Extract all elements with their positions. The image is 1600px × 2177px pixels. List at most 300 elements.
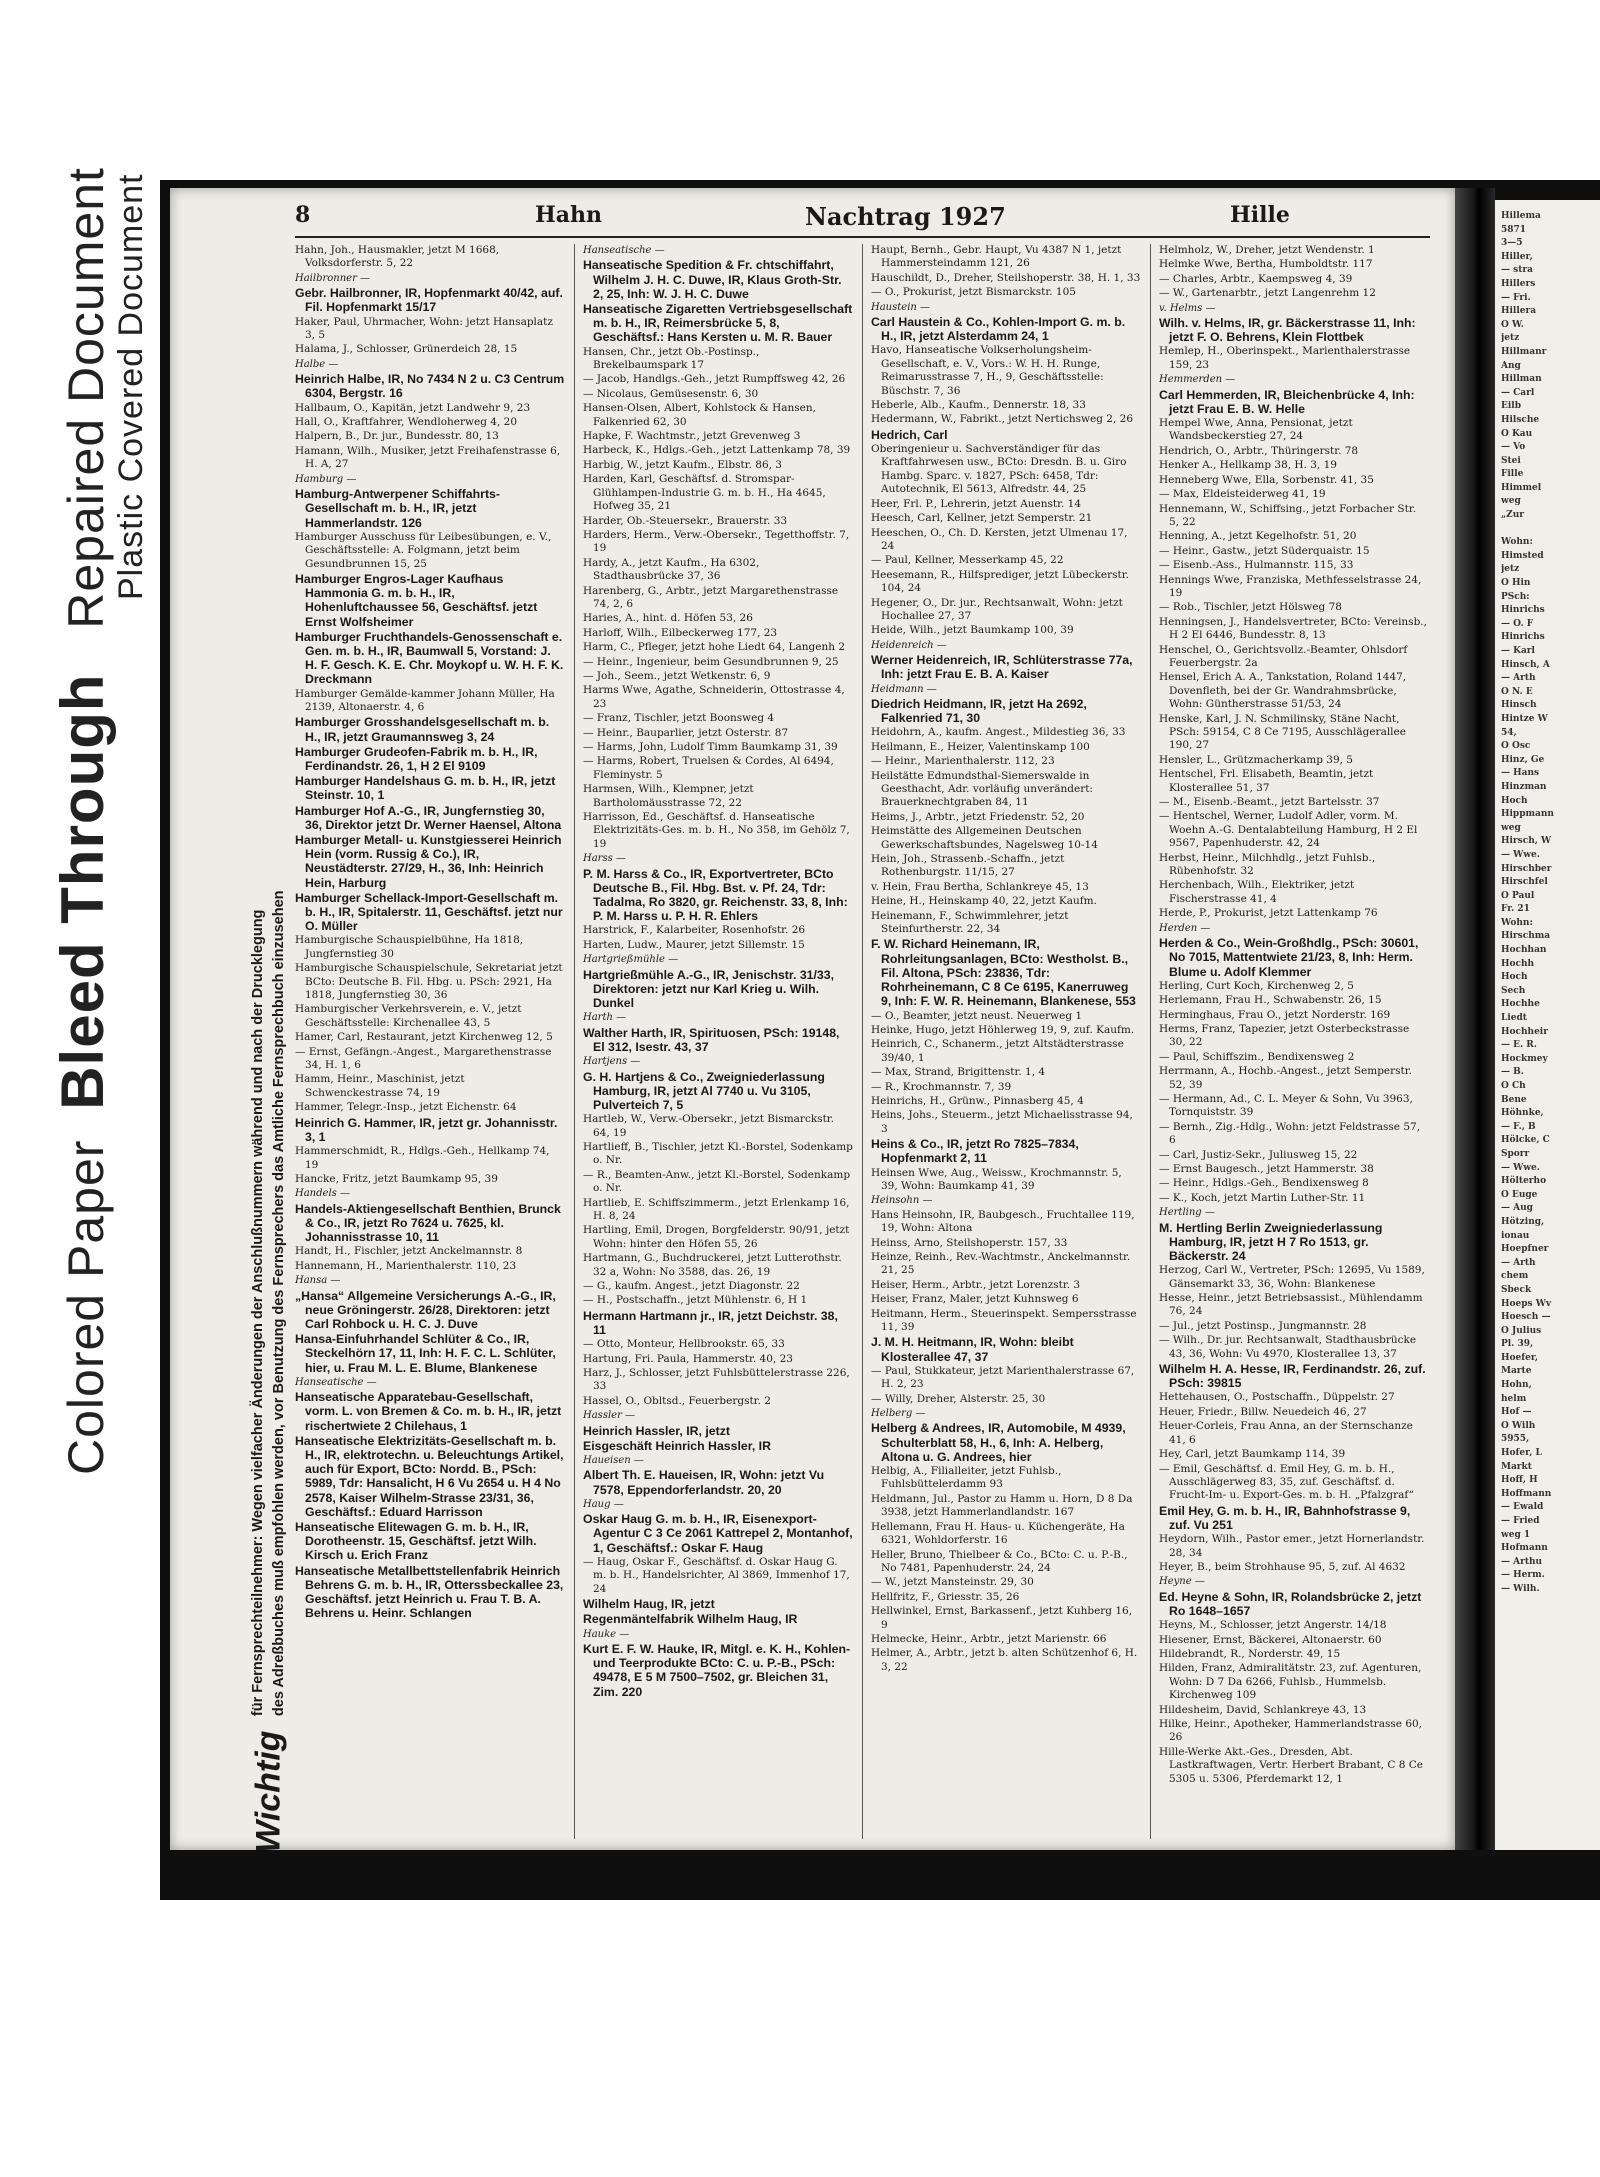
section-heading: Hassler — bbox=[583, 1410, 636, 1422]
notice-line-2: des Adreßbuches muß empfohlen werden, vor Benutzung des Fernsprechers das Amtliche Fernsprechbuch einzusehen bbox=[271, 890, 287, 1717]
firm-entry: Hedrich, Carl bbox=[871, 427, 948, 442]
next-page-fragment: Hoch bbox=[1501, 972, 1528, 983]
next-page-fragment: — Aug bbox=[1501, 1203, 1533, 1214]
next-page-fragment: Hohn, bbox=[1501, 1380, 1532, 1391]
book-gutter bbox=[1455, 188, 1495, 1850]
header-right-keyword: Hille bbox=[1230, 202, 1290, 228]
next-page-fragment: Stei bbox=[1501, 455, 1521, 466]
next-page-fragment: Markt bbox=[1501, 1461, 1532, 1472]
tag-colored-paper: Colored Paper bbox=[58, 1139, 114, 1475]
firm-entry: Heinrich Halbe, IR, No 7434 N 2 u. C3 Centrum 6304, Bergstr. 16 bbox=[295, 372, 565, 401]
tag-bleed-through: Bleed Through bbox=[49, 673, 116, 1110]
next-page-fragment: Hinsch, A bbox=[1501, 659, 1550, 670]
next-page-fragment: weg bbox=[1501, 822, 1521, 833]
directory-entry: Heesemann, R., Hilfsprediger, jetzt Lübeckerstr. 104, 24 bbox=[871, 568, 1129, 595]
directory-entry: — Willy, Dreher, Alsterstr. 25, 30 bbox=[871, 1392, 1046, 1405]
next-page-fragment: Hinrichs bbox=[1501, 632, 1545, 643]
directory-entry: Hellfritz, F., Griesstr. 35, 26 bbox=[871, 1590, 1020, 1603]
directory-entry: — K., Koch, jetzt Martin Luther-Str. 11 bbox=[1159, 1191, 1366, 1204]
directory-entry: Hammer, Telegr.-Insp., jetzt Eichenstr. 64 bbox=[295, 1101, 517, 1114]
directory-entry: Hilke, Heinr., Apotheker, Hammerlandstrasse 60, 26 bbox=[1159, 1718, 1423, 1744]
next-page-fragment: „Zur bbox=[1501, 510, 1525, 521]
directory-entry: — Rob., Tischler, jetzt Hölsweg 78 bbox=[1159, 601, 1342, 614]
next-page-fragment: O Euge bbox=[1501, 1189, 1538, 1200]
directory-entry: Harloff, Wilh., Eilbeckerweg 177, 23 bbox=[583, 626, 778, 639]
directory-entry: Heidohrn, A., kaufm. Angest., Mildestieg 36, 33 bbox=[871, 726, 1126, 739]
next-page-fragment: Ang bbox=[1501, 360, 1521, 371]
directory-entry: Herzog, Carl W., Vertreter, PSch: 12695, Vu 1589, Gänsemarkt 33, 36, Wohn: Blankenese bbox=[1159, 1264, 1425, 1290]
directory-entry: Hennemann, W., Schiffsing., jetzt Forbacher Str. 5, 22 bbox=[1159, 502, 1417, 528]
directory-entry: Hahn, Joh., Hausmakler, jetzt M 1668, Volksdorferstr. 5, 22 bbox=[295, 244, 500, 270]
directory-entry: Heyer, B., beim Strohhause 95, 5, zuf. Al 4632 bbox=[1159, 1560, 1406, 1573]
next-page-fragment: Sech bbox=[1501, 985, 1526, 996]
directory-entry: Hellwinkel, Ernst, Barkassenf., jetzt Kuhberg 16, 9 bbox=[871, 1605, 1133, 1631]
next-page-fragment: Wohn: bbox=[1501, 537, 1533, 548]
next-page-fragment: Hof — bbox=[1501, 1407, 1532, 1418]
next-page-fragment: — Karl bbox=[1501, 646, 1535, 656]
firm-entry: Hansa-Einfuhrhandel Schlüter & Co., IR, Steckelhörn 17, 11, Inh: H. F. C. L. Schlüter, hier, u. Frau M. L. E. Blume, Blankenese bbox=[295, 1332, 556, 1375]
directory-entry: Heuer-Corleis, Frau Anna, an der Sternschanze 41, 6 bbox=[1159, 1420, 1413, 1446]
next-page-fragment: Himmel bbox=[1501, 482, 1542, 493]
section-heading: Heidmann — bbox=[871, 683, 937, 695]
directory-entry: Harenberg, G., Arbtr., jetzt Margarethenstrasse 74, 2, 6 bbox=[583, 584, 839, 610]
next-page-fragment: Hillers bbox=[1501, 278, 1536, 289]
directory-entry: Hensler, L., Grützmacherkamp 39, 5 bbox=[1159, 753, 1353, 766]
page-number: 8 bbox=[295, 202, 311, 228]
next-page-fragment: Hofer, L bbox=[1501, 1448, 1542, 1459]
directory-entry: Helmer, A., Arbtr., jetzt b. alten Schützenhof 6, H. 3, 22 bbox=[871, 1647, 1138, 1673]
directory-entry: Hartmann, G., Buchdruckerei, jetzt Lutterothstr. 32 a, Wohn: No 3588, das. 26, 19 bbox=[583, 1252, 842, 1278]
next-page-fragment: O Wilh bbox=[1501, 1420, 1536, 1431]
firm-entry: Hartgrießmühle A.-G., IR, Jenischstr. 31/33, Direktoren: jetzt nur Karl Krieg u. Wilh. Dunkel bbox=[583, 967, 835, 1011]
directory-entry: — R., Beamten-Anw., jetzt Kl.-Borstel, Sodenkamp o. Nr. bbox=[583, 1168, 851, 1195]
next-page-fragment: helm bbox=[1501, 1393, 1527, 1404]
directory-entry: Hiesener, Ernst, Bäckerei, Altonaerstr. 60 bbox=[1159, 1633, 1382, 1646]
directory-entry: Harden, Karl, Geschäftsf. d. Stromspar-Glühlampen-Industrie G. m. b. H., Ha 4645, Hofweg 35, 21 bbox=[583, 473, 826, 513]
next-page-fragment: weg bbox=[1501, 496, 1521, 507]
section-heading: Hanseatische — bbox=[295, 1376, 377, 1388]
header-rule bbox=[295, 236, 1430, 238]
notice-text bbox=[248, 890, 290, 1716]
next-page-fragment: Hoff, H bbox=[1501, 1475, 1538, 1486]
directory-entry: Heberle, Alb., Kaufm., Dennerstr. 18, 33 bbox=[871, 399, 1086, 412]
directory-entry: — Nicolaus, Gemüsesenstr. 6, 30 bbox=[583, 387, 759, 400]
firm-entry: Hanseatische Spedition & Fr. chtschiffahrt, Wilhelm J. H. C. Duwe, IR, Klaus Groth-Str. 2, 25, Inh: W. J. H. C. Duwe bbox=[583, 258, 842, 301]
firm-entry: Werner Heidenreich, IR, Schlüterstrasse 77a, Inh: jetzt Frau E. B. A. Kaiser bbox=[871, 653, 1133, 682]
directory-entry: Henning, A., jetzt Kegelhofstr. 51, 20 bbox=[1159, 530, 1357, 543]
next-page-fragment bbox=[1501, 523, 1596, 537]
firm-entry: Ed. Heyne & Sohn, IR, Rolandsbrücke 2, jetzt Ro 1648–1657 bbox=[1159, 1589, 1422, 1618]
header-left-keyword: Hahn bbox=[535, 202, 603, 228]
directory-entry: Hassel, O., Obltsd., Feuerbergstr. 2 bbox=[583, 1394, 771, 1407]
directory-entry: Heller, Bruno, Thielbeer & Co., BCto: C. u. P.-B., No 7481, Papenhuderstr. 24, 24 bbox=[871, 1548, 1128, 1574]
firm-entry: Emil Hey, G. m. b. H., IR, Bahnhofstrasse 9, zuf. Vu 251 bbox=[1159, 1503, 1411, 1532]
next-page-fragment: Hoffmann bbox=[1501, 1488, 1552, 1499]
directory-entry: — Carl, Justiz-Sekr., Juliusweg 15, 22 bbox=[1159, 1148, 1358, 1161]
next-page-fragment: — Hans bbox=[1501, 768, 1540, 779]
directory-entry: Heinze, Reinh., Rev.-Wachtmstr., Anckelmannstr. 21, 25 bbox=[871, 1251, 1131, 1277]
notice-word: Wichtig bbox=[249, 1730, 288, 1853]
section-heading: Hertling — bbox=[1159, 1207, 1215, 1219]
directory-entry: Hartlieb, E. Schiffszimmerm., jetzt Erlenkamp 16, H. 8, 24 bbox=[583, 1196, 850, 1222]
directory-entry: — Ernst, Gefängn.-Angest., Margarethenstrasse 34, H. 1, 6 bbox=[295, 1045, 552, 1072]
next-page-fragment: Hinz, Ge bbox=[1501, 754, 1545, 765]
next-page-fragment: Fille bbox=[1501, 469, 1524, 480]
next-page-fragment: Pl. 39, bbox=[1501, 1339, 1534, 1350]
directory-entry: — Bernh., Zig.-Hdlg., Wohn: jetzt Feldstrasse 57, 6 bbox=[1159, 1120, 1421, 1147]
directory-entry: — Paul, Schiffszim., Bendixensweg 2 bbox=[1159, 1050, 1355, 1063]
firm-entry: M. Hertling Berlin Zweigniederlassung Hamburg, IR, jetzt H 7 Ro 1513, gr. Bäckerstr. 24 bbox=[1159, 1220, 1383, 1264]
section-heading: Hamburg — bbox=[295, 473, 357, 485]
section-heading: Hartgrießmühle — bbox=[583, 954, 679, 966]
next-page-fragment: Hochhe bbox=[1501, 999, 1540, 1010]
directory-entry: Heeschen, O., Ch. D. Kersten, jetzt Ulmenau 17, 24 bbox=[871, 526, 1128, 552]
next-page-fragment: Marte bbox=[1501, 1366, 1532, 1377]
next-page-fragment: O Ch bbox=[1501, 1081, 1526, 1091]
directory-entry: — Harms, Robert, Truelsen & Cordes, Al 6494, Fleminystr. 5 bbox=[583, 755, 834, 781]
next-page-fragment: Hinsch bbox=[1501, 700, 1537, 711]
next-page-fragment: Hillera bbox=[1501, 306, 1537, 317]
directory-entry: Hammerschmidt, R., Hdlgs.-Geh., Hellkamp 74, 19 bbox=[295, 1145, 550, 1171]
directory-entry: Hennings Wwe, Franziska, Methfesselstrasse 24, 19 bbox=[1159, 573, 1422, 599]
directory-entry: Hannemann, H., Marienthalerstr. 110, 23 bbox=[295, 1259, 517, 1272]
next-page-fragment: — Vo bbox=[1501, 442, 1526, 453]
directory-entry: Harbeck, K., Hdlgs.-Geh., jetzt Lattenkamp 78, 39 bbox=[583, 444, 851, 457]
firm-entry: Gebr. Hailbronner, IR, Hopfenmarkt 40/42, auf. Fil. Hopfenmarkt 15/17 bbox=[295, 286, 563, 315]
directory-entry: Hildesheim, David, Schlankreye 43, 13 bbox=[1159, 1703, 1367, 1716]
section-heading: Heinsohn — bbox=[871, 1195, 933, 1207]
firm-entry: Hanseatische Elitewagen G. m. b. H., IR, Dorotheenstr. 15, Geschäftsf. jetzt Wilh. Kirsch u. Erich Franz bbox=[295, 1520, 537, 1563]
section-heading: Haug — bbox=[583, 1498, 624, 1510]
directory-entry: Heinss, Arno, Steilshoperstr. 157, 33 bbox=[871, 1236, 1068, 1249]
next-page-fragment: Fr. 21 bbox=[1501, 904, 1530, 915]
directory-entry: Haries, A., hint. d. Höfen 53, 26 bbox=[583, 612, 753, 625]
next-page-fragment: — Arth bbox=[1501, 673, 1536, 684]
next-page-fragment: — Fried bbox=[1501, 1516, 1540, 1526]
directory-entry: Harmsen, Wilh., Klempner, jetzt Bartholomäusstrasse 72, 22 bbox=[583, 783, 754, 809]
firm-entry: Hamburger Hof A.-G., IR, Jungfernstieg 30, 36, Direktor jetzt Dr. Werner Haensel, Altona bbox=[295, 803, 562, 832]
next-page-fragment: chem bbox=[1501, 1271, 1529, 1282]
directory-entry: Halpern, B., Dr. jur., Bundesstr. 80, 13 bbox=[295, 430, 499, 443]
directory-entry: Heimstätte des Allgemeinen Deutschen Gewerkschaftsbundes, Nagelsweg 10-14 bbox=[871, 825, 1098, 851]
directory-entry: Heinemann, F., Schwimmlehrer, jetzt Steinfurtherstr. 22, 34 bbox=[871, 909, 1069, 936]
directory-entry: Heiser, Herm., Arbtr., jetzt Lorenzstr. 3 bbox=[871, 1278, 1081, 1291]
directory-entry: Hemlep, H., Oberinspekt., Marienthalerstrasse 159, 23 bbox=[1159, 345, 1411, 371]
directory-entry: — Heinr., Ingenieur, beim Gesundbrunnen 9, 25 bbox=[583, 655, 839, 668]
column-2 bbox=[583, 244, 853, 1839]
column-divider bbox=[862, 244, 863, 1839]
firm-entry: J. M. H. Heitmann, IR, Wohn: bleibt Klosterallee 47, 37 bbox=[871, 1335, 1074, 1364]
firm-entry: Oskar Haug G. m. b. H., IR, Eisenexport-Agentur C 3 Ce 2061 Kattrepel 2, Montanhof, 1, Geschäftsf.: Oskar F. Haug bbox=[583, 1512, 853, 1555]
firm-entry: Herden & Co., Wein-Großhdlg., PSch: 30601, No 7015, Mattentwiete 21/23, 8, Inh: Herm. Blume u. Adolf Klemmer bbox=[1159, 936, 1419, 979]
directory-entry: Hamm, Heinr., Maschinist, jetzt Schwenckestrasse 74, 19 bbox=[295, 1073, 465, 1099]
directory-entry: Harm, C., Pfleger, jetzt hohe Liedt 64, Langenh 2 bbox=[583, 641, 846, 654]
directory-entry: Haupt, Bernh., Gebr. Haupt, Vu 4387 N 1, jetzt Hammersteindamm 121, 26 bbox=[871, 244, 1122, 270]
tag-colored-paper-bleed-through bbox=[48, 167, 117, 1475]
next-page-fragment: Hoch bbox=[1501, 795, 1528, 806]
directory-entry: — Jacob, Handlgs.-Geh., jetzt Rumpffsweg 42, 26 bbox=[583, 373, 846, 386]
directory-entry: Hall, O., Kraftfahrer, Wendloherweg 4, 20 bbox=[295, 416, 518, 429]
directory-entry: — Eisenb.-Ass., Hulmannstr. 115, 33 bbox=[1159, 559, 1354, 572]
directory-entry: Hartling, Emil, Drogen, Borgfelderstr. 90/91, jetzt Wohn: hinter den Höfen 55, 26 bbox=[583, 1224, 850, 1250]
directory-columns bbox=[295, 244, 1430, 1839]
next-page-fragment: jetz bbox=[1501, 564, 1520, 575]
directory-entry: — Emil, Geschäftsf. d. Emil Hey, G. m. b. H., Ausschlägerweg 83, 35, zuf. Geschäftsf. d. Frucht-Im- u. Export-Ges. m. b. H. „Pfalzgraf“ bbox=[1159, 1462, 1414, 1502]
directory-entry: Herms, Franz, Tapezier, jetzt Osterbeckstrasse 30, 22 bbox=[1159, 1022, 1410, 1049]
directory-entry: Heinrichs, H., Grünw., Pinnasberg 45, 4 bbox=[871, 1094, 1084, 1107]
directory-entry: Heims, J., Arbtr., jetzt Friedenstr. 52, 20 bbox=[871, 810, 1085, 823]
directory-entry: — Haug, Oskar F., Geschäftsf. d. Oskar Haug G. m. b. H., Handelsrichter, Al 3869, Immenhof 17, 24 bbox=[583, 1555, 850, 1595]
next-page-fragment: — Wwe. bbox=[1501, 849, 1540, 860]
next-page-fragment: — stra bbox=[1501, 265, 1533, 276]
directory-entry: Heilmann, E., Heizer, Valentinskamp 100 bbox=[871, 740, 1090, 753]
next-page-fragment: — Carl bbox=[1501, 387, 1535, 398]
directory-entry: Herbst, Heinr., Milchhdlg., jetzt Fuhlsb., Rübenhofstr. 32 bbox=[1159, 851, 1376, 878]
directory-entry: Haker, Paul, Uhrmacher, Wohn: jetzt Hansaplatz 3, 5 bbox=[295, 315, 553, 342]
firm-entry: „Hansa“ Allgemeine Versicherungs A.-G., IR, neue Gröningerstr. 26/28, Direktoren: jetzt Carl Rohbock u. H. C. J. Duve bbox=[295, 1288, 556, 1331]
directory-entry: — Heinr., Hdlgs.-Geh., Bendixensweg 8 bbox=[1159, 1177, 1369, 1190]
directory-entry: Harten, Ludw., Maurer, jetzt Sillemstr. 15 bbox=[583, 938, 805, 951]
column-3 bbox=[871, 244, 1141, 1839]
column-4 bbox=[1159, 244, 1429, 1839]
directory-entry: — O., Beamter, jetzt neust. Neuerweg 1 bbox=[871, 1009, 1083, 1022]
firm-entry: Hamburger Engros-Lager Kaufhaus Hammonia G. m. b. H., IR, Hohenluftchaussee 56, Geschäftsf. jetzt Ernst Wolfsheimer bbox=[295, 571, 538, 629]
directory-entry: Hamburgische Schauspielschule, Sekretariat jetzt BCto: Deutsche B. Fil. Hbg. u. PSch: 2921, Ha 1818, Jungfernstieg 30, 36 bbox=[295, 962, 563, 1002]
directory-entry: Henker A., Hellkamp 38, H. 3, 19 bbox=[1159, 459, 1337, 472]
directory-entry: Harms Wwe, Agathe, Schneiderin, Ottostrasse 4, 23 bbox=[583, 684, 845, 710]
next-page-fragment: weg 1 bbox=[1501, 1529, 1531, 1540]
directory-entry: Hamburger Gemälde-kammer Johann Müller, Ha 2139, Altonaerstr. 4, 6 bbox=[295, 687, 555, 713]
directory-entry: — Paul, Kellner, Messerkamp 45, 22 bbox=[871, 554, 1064, 567]
next-page-fragment: Hillema bbox=[1501, 211, 1541, 221]
directory-entry: — Heinr., Marienthalerstr. 112, 23 bbox=[871, 755, 1055, 768]
directory-entry: Herde, P., Prokurist, jetzt Lattenkamp 76 bbox=[1159, 907, 1378, 920]
directory-entry: Hey, Carl, jetzt Baumkamp 114, 39 bbox=[1159, 1448, 1346, 1461]
section-heading: Herden — bbox=[1159, 922, 1211, 934]
firm-entry: Hamburger Fruchthandels-Genossenschaft e. Gen. m. b. H., IR, Baumwall 5, Vorstand: J. H. F. Gesch. K. E. Chr. Moykopf u. W. H. F. K. Dreckmann bbox=[295, 629, 564, 687]
directory-entry: Hansen, Chr., jetzt Ob.-Postinsp., Brekelbaumspark 17 bbox=[583, 345, 760, 372]
notice-line-1: für Fernsprechteilnehmer: Wegen vielfacher Änderungen der Anschlußnummern während und nach der Drucklegung bbox=[250, 909, 266, 1717]
document-tags bbox=[0, 0, 150, 2177]
next-page-fragment: O N. E bbox=[1501, 686, 1533, 697]
next-page-fragment: Hochheir bbox=[1501, 1026, 1548, 1037]
firm-entry: Wilhelm H. A. Hesse, IR, Ferdinandstr. 26, zuf. PSch: 39815 bbox=[1159, 1362, 1426, 1391]
directory-entry: — O., Prokurist, jetzt Bismarckstr. 105 bbox=[871, 286, 1076, 299]
directory-entry: Hansen-Olsen, Albert, Kohlstock & Hansen, Falkenried 62, 30 bbox=[583, 402, 816, 428]
directory-entry: Harrisson, Ed., Geschäftsf. d. Hanseatische Elektrizitäts-Ges. m. b. H., No 358, im Gehölz 7, 19 bbox=[583, 811, 850, 850]
directory-entry: Hans Heinsohn, IR, Baubgesch., Fruchtallee 119, 19, Wohn: Altona bbox=[871, 1208, 1135, 1235]
firm-entry: Albert Th. E. Haueisen, IR, Wohn: jetzt Vu 7578, Eppendorferlandstr. 20, 20 bbox=[583, 1468, 825, 1497]
next-page-fragment: — Wilh. bbox=[1501, 1583, 1540, 1594]
section-heading: Hansa — bbox=[295, 1275, 341, 1287]
header-title: Nachtrag 1927 bbox=[805, 202, 1006, 231]
firm-entry: Eisgeschäft Heinrich Hassler, IR bbox=[583, 1438, 771, 1453]
firm-entry: Heinrich Hassler, IR, jetzt bbox=[583, 1423, 730, 1438]
directory-entry: Hendrich, O., Arbtr., Thüringerstr. 78 bbox=[1159, 444, 1359, 457]
directory-entry: Hesse, Heinr., jetzt Betriebsassist., Mühlendamm 76, 24 bbox=[1159, 1292, 1423, 1318]
firm-entry: Hanseatische Elektrizitäts-Gesellschaft m. b. H., IR, elektrotechn. u. Beleuchtungs Artikel, auch für Export, BCto: Nordd. B., PSch: 5989, Tdr: Hansalicht, H 6 Vu 2654 u. H 4 No 2578, Kaiser Wilhelm-Strasse 23/31, 36, Geschäftsf.: Eduard Harrisson bbox=[295, 1433, 564, 1519]
directory-entry: Heilstätte Edmundsthal-Siemerswalde in Geesthacht, Adr. vorläufig unverändert: Brauerknechtgraben 84, 11 bbox=[871, 769, 1093, 809]
firm-entry: Hamburger Grudeofen-Fabrik m. b. H., IR, Ferdinandstr. 26, 1, H 2 El 9109 bbox=[295, 744, 538, 773]
tag-plastic-covered: Plastic Covered Document bbox=[112, 173, 150, 600]
next-page-fragment: — Ewald bbox=[1501, 1502, 1544, 1513]
directory-entry: Heyns, M., Schlosser, jetzt Angerstr. 14/18 bbox=[1159, 1619, 1387, 1632]
next-page-fragment: Eilb bbox=[1501, 401, 1521, 412]
directory-entry: — W., Gartenarbtr., jetzt Langenrehm 12 bbox=[1159, 287, 1376, 300]
directory-entry: — Wilh., Dr. jur. Rechtsanwalt, Stadthausbrücke 43, 36, Wohn: Vu 4970, Klosterallee 13, 37 bbox=[1159, 1334, 1417, 1360]
directory-entry: Herchenbach, Wilh., Elektriker, jetzt Fischerstrasse 41, 4 bbox=[1159, 879, 1355, 905]
directory-entry: Hardy, A., jetzt Kaufm., Ha 6302, Stadthausbrücke 37, 36 bbox=[583, 556, 760, 583]
directory-entry: — M., Eisenb.-Beamt., jetzt Bartelsstr. 37 bbox=[1159, 796, 1380, 809]
section-heading: Heidenreich — bbox=[871, 639, 947, 651]
directory-entry: Hein, Joh., Strassenb.-Schaffn., jetzt Rothenburgstr. 11/15, 27 bbox=[871, 853, 1065, 879]
directory-entry: Heydorn, Wilh., Pastor emer., jetzt Hornerlandstr. 28, 34 bbox=[1159, 1533, 1425, 1559]
directory-entry: Heldmann, Jul., Pastor zu Hamm u. Horn, D 8 Da 3938, jetzt Hammerlandlandstr. 167 bbox=[871, 1492, 1133, 1519]
firm-entry: Heins & Co., IR, jetzt Ro 7825–7834, Hopfenmarkt 2, 11 bbox=[871, 1137, 1079, 1166]
page-header bbox=[295, 202, 1430, 236]
next-page-fragment: Hillmanr bbox=[1501, 346, 1547, 357]
next-page-fragment: Höhnke, bbox=[1501, 1108, 1544, 1119]
directory-entry: Oberingenieur u. Sachverständiger für das Kraftfahrwesen usw., BCto: Dresdn. B. u. Giro Hambg. Sparc. v. 1827, PSch: 6458, Tdr: Autotechnik, El 5613, Alfredstr. 44, 25 bbox=[871, 443, 1127, 496]
firm-entry: Hermann Hartmann jr., IR, jetzt Deichstr. 38, 11 bbox=[583, 1308, 838, 1338]
directory-entry: Herminghaus, Frau O., jetzt Norderstr. 169 bbox=[1159, 1008, 1391, 1021]
directory-entry: Heine, H., Heinskamp 40, 22, jetzt Kaufm. bbox=[871, 895, 1097, 908]
next-page-fragment: — Fri. bbox=[1501, 292, 1531, 303]
next-page-fragment: Hofmann bbox=[1501, 1543, 1548, 1554]
directory-entry: Heuer, Friedr., Billw. Neuedeich 46, 27 bbox=[1159, 1405, 1367, 1418]
directory-entry: Heer, Frl. P., Lehrerin, jetzt Auenstr. 14 bbox=[871, 497, 1082, 510]
next-page-fragment: O Osc bbox=[1501, 741, 1531, 752]
directory-entry: Hancke, Fritz, jetzt Baumkamp 95, 39 bbox=[295, 1172, 498, 1185]
next-page-fragment: Hockmey bbox=[1501, 1053, 1548, 1064]
directory-entry: Herling, Curt Koch, Kirchenweg 2, 5 bbox=[1159, 979, 1354, 992]
directory-entry: Harz, J., Schlosser, jetzt Fuhlsbüttelerstrasse 226, 33 bbox=[583, 1367, 850, 1393]
directory-entry: Harders, Herm., Verw.-Obersekr., Tegetthoffstr. 7, 19 bbox=[583, 528, 850, 555]
section-heading: v. Helms — bbox=[1159, 302, 1216, 314]
next-page-fragment: — Wwe. bbox=[1501, 1162, 1540, 1173]
directory-entry: Halama, J., Schlosser, Grünerdeich 28, 15 bbox=[295, 343, 518, 356]
firm-entry: Regenmäntelfabrik Wilhelm Haug, IR bbox=[583, 1612, 798, 1627]
section-heading: Harss — bbox=[583, 853, 626, 865]
directory-entry: Harbig, W., jetzt Kaufm., Elbstr. 86, 3 bbox=[583, 458, 782, 471]
directory-entry: Hentschel, Frl. Elisabeth, Beamtin, jetzt Klosterallee 51, 37 bbox=[1159, 768, 1374, 794]
next-page-fragment: Hirschfel bbox=[1501, 877, 1548, 888]
section-heading: Hartjens — bbox=[583, 1056, 641, 1068]
next-page-fragment: Liedt bbox=[1501, 1013, 1527, 1024]
directory-entry: Heide, Wilh., jetzt Baumkamp 100, 39 bbox=[871, 624, 1074, 637]
directory-entry: — Heinr., Gastw., jetzt Süderquaistr. 15 bbox=[1159, 544, 1370, 557]
directory-entry: Heesch, Carl, Kellner, jetzt Semperstr. 21 bbox=[871, 512, 1093, 525]
column-divider bbox=[574, 244, 575, 1839]
next-page-fragment: Wohn: bbox=[1501, 917, 1533, 928]
directory-entry: Helmke Wwe, Bertha, Humboldtstr. 117 bbox=[1159, 258, 1373, 271]
next-page-fragment: Hoeps Wv bbox=[1501, 1298, 1552, 1309]
directory-entry: — Heinr., Bauparlier, jetzt Osterstr. 87 bbox=[583, 726, 789, 739]
section-heading: Hemmerden — bbox=[1159, 374, 1236, 386]
section-heading: Hanseatische — bbox=[583, 245, 665, 256]
directory-entry: Hamer, Carl, Restaurant, jetzt Kirchenweg 12, 5 bbox=[295, 1031, 553, 1044]
directory-entry: Hartleb, W., Verw.-Obersekr., jetzt Bismarckstr. 64, 19 bbox=[583, 1113, 835, 1139]
firm-entry: Hamburger Handelshaus G. m. b. H., IR, jetzt Steinstr. 10, 1 bbox=[295, 774, 556, 803]
directory-entry: Hellemann, Frau H. Haus- u. Küchengeräte, Ha 6321, Wohldorferstr. 16 bbox=[871, 1520, 1125, 1547]
tag-repaired: Repaired Document bbox=[58, 167, 114, 629]
firm-entry: P. M. Harss & Co., IR, Exportvertreter, BCto Deutsche B., Fil. Hbg. Bst. v. Pf. 24, Tdr: Tadalma, Ro 3820, gr. Reichenstr. 33, 8, Inh: P. M. Harss u. P. H. R. Ehlers bbox=[583, 866, 848, 924]
next-page-fragment: Hochhan bbox=[1501, 945, 1547, 956]
firm-entry: Handels-Aktiengesellschaft Benthien, Brunck & Co., IR, jetzt Ro 7624 u. 7625, kl. Johannisstrasse 10, 11 bbox=[295, 1201, 561, 1245]
directory-entry: v. Hein, Frau Bertha, Schlankreye 45, 13 bbox=[871, 880, 1089, 893]
next-page-fragment: Bene bbox=[1501, 1094, 1527, 1105]
column-divider bbox=[1150, 244, 1151, 1839]
next-page-fragment: Hoepfner bbox=[1501, 1244, 1549, 1255]
next-page-fragment: O Julius bbox=[1501, 1325, 1542, 1336]
firm-entry: Diedrich Heidmann, IR, jetzt Ha 2692, Falkenried 71, 30 bbox=[871, 696, 1087, 726]
section-heading: Heyne — bbox=[1159, 1576, 1205, 1588]
directory-entry: Heinrich, C., Schanerm., jetzt Altstädterstrasse 39/40, 1 bbox=[871, 1038, 1124, 1064]
firm-entry: Carl Haustein & Co., Kohlen-Import G. m. b. H., IR, jetzt Alsterdamm 24, 1 bbox=[871, 315, 1126, 344]
directory-entry: — Max, Strand, Brigittenstr. 1, 4 bbox=[871, 1066, 1046, 1079]
next-page-fragment: PSch: bbox=[1501, 591, 1530, 602]
directory-page bbox=[170, 188, 1455, 1853]
section-heading: Hailbronner — bbox=[295, 272, 371, 284]
directory-entry: Hapke, F. Wachtmstr., jetzt Grevenweg 3 bbox=[583, 430, 801, 443]
vertical-notice bbox=[248, 890, 290, 1853]
directory-entry: — Hermann, Ad., C. L. Meyer & Sohn, Vu 3963, Tornquiststr. 39 bbox=[1159, 1092, 1413, 1119]
directory-entry: — Paul, Stukkateur, jetzt Marienthalerstrasse 67, H. 2, 23 bbox=[871, 1364, 1135, 1391]
directory-entry: — H., Postschaffn., jetzt Mühlenstr. 6, H 1 bbox=[583, 1294, 808, 1307]
directory-entry: — Hentschel, Werner, Ludolf Adler, vorm. M. Woehn A.-G. Dentalabteilung Hamburg, H 2 El 9567, Papenhuderstr. 42, 24 bbox=[1159, 810, 1418, 850]
firm-entry: Heinrich G. Hammer, IR, jetzt gr. Johannisstr. 3, 1 bbox=[295, 1115, 558, 1144]
directory-entry: Hettehausen, O., Postschaffn., Düppelstr. 27 bbox=[1159, 1391, 1395, 1404]
directory-entry: Havo, Hanseatische Volkserholungsheim-Gesellschaft, e. V., Vors.: W. H. H. Runge, Reimarusstrasse 7, H., 9, Geschäftsstelle: Büschstr. 7, 36 bbox=[871, 344, 1104, 397]
next-page-fragment: ionau bbox=[1501, 1230, 1530, 1241]
directory-entry: Henneberg Wwe, Ella, Sorbenstr. 41, 35 bbox=[1159, 473, 1374, 486]
next-page-fragment: Hochh bbox=[1501, 958, 1535, 969]
next-page-fragments bbox=[1501, 210, 1596, 1597]
firm-entry: Hanseatische Apparatebau-Gesellschaft, vorm. L. von Bremen & Co. m. b. H., IR, jetzt rischertwiete 2 Chilehaus, 1 bbox=[295, 1390, 562, 1433]
next-page-fragment: O Hin bbox=[1501, 578, 1531, 589]
directory-entry: Hilden, Franz, Admiralitätstr. 23, zuf. Agenturen, Wohn: D 7 Da 6266, Fuhlsb., Hummelsb. Kirchenweg 109 bbox=[1159, 1662, 1422, 1702]
next-page-fragment: Hölcke, C bbox=[1501, 1135, 1550, 1146]
directory-entry: Helbig, A., Filialleiter, jetzt Fuhlsb., Fuhlsbüttelerdamm 93 bbox=[871, 1465, 1062, 1491]
directory-entry: Hedermann, W., Fabrikt., jetzt Nertichsweg 2, 26 bbox=[871, 413, 1134, 426]
directory-entry: Harstrick, F., Kalarbeiter, Rosenhofstr. 26 bbox=[583, 924, 806, 937]
firm-entry: Hanseatische Metallbettstellenfabrik Heinrich Behrens G. m. b. H., IR, Otterssbeckallee 23, Geschäftsf. jetzt Heinrich u. Frau T. B. A. Behrens u. Heinr. Schlangen bbox=[295, 1563, 564, 1621]
directory-entry: — Harms, John, Ludolf Timm Baumkamp 31, 39 bbox=[583, 741, 838, 753]
directory-entry: Hamann, Wilh., Musiker, jetzt Freihafenstrasse 6, H. A, 27 bbox=[295, 444, 561, 471]
directory-entry: Herrmann, A., Hochb.-Angest., jetzt Semperstr. 52, 39 bbox=[1159, 1065, 1412, 1091]
section-heading: Harth — bbox=[583, 1012, 627, 1024]
directory-entry: — Max, Eldeisteiderweg 41, 19 bbox=[1159, 488, 1326, 501]
firm-entry: Hamburger Grosshandelsgesellschaft m. b. H., IR, jetzt Graumannsweg 3, 24 bbox=[295, 715, 550, 744]
directory-entry: Hildebrandt, R., Norderstr. 49, 15 bbox=[1159, 1647, 1341, 1660]
directory-entry: Hegener, O., Dr. jur., Rechtsanwalt, Wohn: jetzt Hochallee 27, 37 bbox=[871, 596, 1123, 622]
next-page-fragment: O Kau bbox=[1501, 428, 1533, 439]
next-page-fragment: — O. F bbox=[1501, 618, 1534, 629]
directory-entry: — Otto, Monteur, Hellbrookstr. 65, 33 bbox=[583, 1338, 785, 1351]
next-page-fragment: Hoesch — bbox=[1501, 1312, 1551, 1323]
section-heading: Haustein — bbox=[871, 301, 931, 313]
directory-entry: Heiser, Franz, Maler, jetzt Kuhnsweg 6 bbox=[871, 1293, 1079, 1306]
directory-entry: Heinsen Wwe, Aug., Weissw., Krochmannstr. 5, 39, Wohn: Baumkamp 41, 39 bbox=[871, 1166, 1122, 1192]
firm-entry: Hanseatische Zigaretten Vertriebsgesellschaft m. b. H., IR, Reimersbrücke 5, 8, Geschäftsf.: Hans Kersten u. M. R. Bauer bbox=[583, 302, 853, 345]
section-heading: Halbe — bbox=[295, 358, 339, 370]
firm-entry: Wilh. v. Helms, IR, gr. Bäckerstrasse 11, Inh: jetzt F. O. Behrens, Klein Flottbek bbox=[1159, 316, 1416, 345]
next-page-fragment: Hillman bbox=[1501, 374, 1542, 385]
next-page-fragment: 3—5 bbox=[1501, 238, 1523, 249]
directory-entry: Hartung, Fri. Paula, Hammerstr. 40, 23 bbox=[583, 1352, 793, 1365]
next-page-fragment: Hirschma bbox=[1501, 931, 1551, 942]
directory-entry: — W., jetzt Mansteinstr. 29, 30 bbox=[871, 1576, 1034, 1589]
